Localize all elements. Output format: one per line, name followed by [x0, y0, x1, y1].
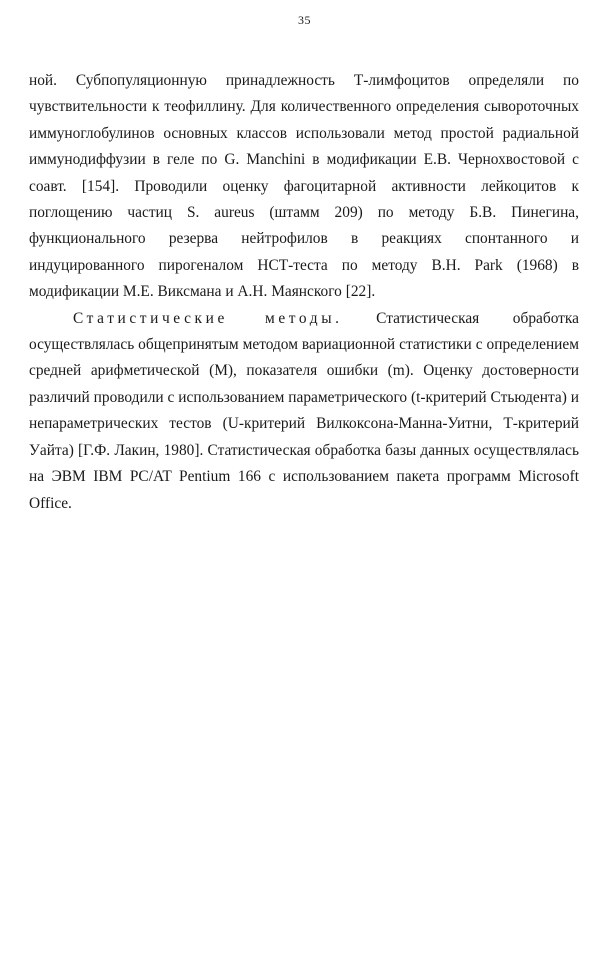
document-body	[29, 68, 579, 517]
paragraph-statistical-methods	[29, 306, 579, 517]
paragraph-statistical-methods-text: Статистическая обработка осуществлялась общепринятым методом вариационной статистики с определением средней арифметической (М), показателя ошибки (m). Оценку достоверности различий проводили с использованием параметрического (t-критерий Стьюдента) и непараметрических тестов (U-критерий Вилкоксона-Манна-Уитни, Т-критерий Уайта) [Г.Ф. Лакин, 1980]. Статистическая обработка базы данных осуществлялась на ЭВМ IBM PC/AT Pentium 166 с использованием пакета программ Microsoft Office.	[29, 309, 579, 512]
section-heading-statistical-methods: Статистические методы.	[73, 309, 343, 327]
page-number: 35	[298, 13, 311, 27]
paragraph-methods-continued: ной. Субпопуляционную принадлежность Т-лимфоцитов определяли по чувствительности к теофиллину. Для количественного определения сывороточных иммуноглобулинов основных классов использовали метод простой радиальной иммунодиффузии в геле по G. Manchini в модификации Е.В. Чернохвостовой с соавт. [154]. Проводили оценку фагоцитарной активности лейкоцитов к поглощению частиц S. aureus (штамм 209) по методу Б.В. Пинегина, функционального резерва нейтрофилов в реакциях спонтанного и индуцированного пирогеналом НСТ-теста по методу B.H. Park (1968) в модификации М.Е. Виксмана и А.Н. Маянского [22].	[29, 72, 579, 301]
